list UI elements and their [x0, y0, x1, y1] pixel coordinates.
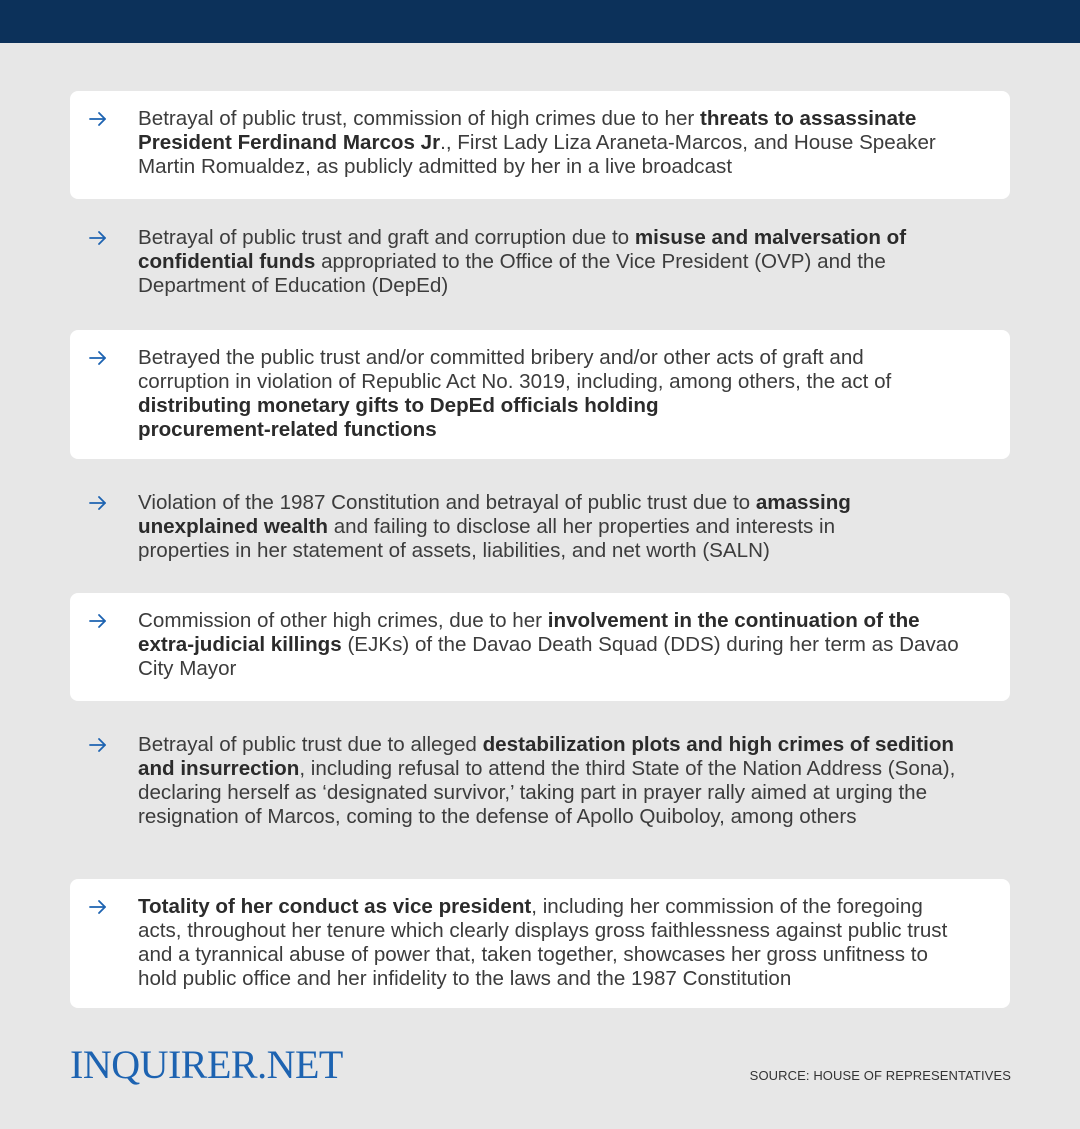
item-text-segment: Violation of the 1987 Constitution and betrayal of public trust due to — [138, 491, 756, 514]
item-text — [138, 609, 970, 681]
item-text — [138, 895, 970, 991]
item-text — [138, 226, 970, 298]
item-text-highlight: involvement in the continuation of the extra-judicial killings — [138, 609, 920, 656]
item-text-highlight: distributing monetary gifts to DepEd officials holding procurement-related functions — [138, 394, 659, 441]
arrow-right-icon — [88, 348, 108, 368]
arrow-right-icon — [88, 897, 108, 917]
list-item — [70, 459, 1010, 593]
list-item — [70, 199, 1010, 330]
item-text-segment: and failing to disclose all her properties and interests in properties in her statement of assets, liabilities, and net worth (SALN) — [138, 515, 836, 562]
list-item — [70, 701, 1010, 879]
header-bar — [0, 0, 1080, 43]
item-text-segment: Betrayed the public trust and/or committed bribery and/or other acts of graft and corruption in violation of Republic Act No. 3019, including, among others, the act of — [138, 346, 892, 393]
item-text — [138, 346, 970, 442]
item-text-highlight: misuse and malversation of confidential funds — [138, 226, 907, 273]
articles-list — [70, 91, 1010, 1008]
list-item — [70, 593, 1010, 701]
item-text-highlight: threats to assassinate President Ferdinand Marcos Jr — [138, 107, 917, 154]
item-text-segment: Betrayal of public trust and graft and corruption due to — [138, 226, 635, 249]
item-text-segment: appropriated to the Office of the Vice President (OVP) and the Department of Education (DepEd) — [138, 250, 886, 297]
item-text-segment: (EJKs) of the Davao Death Squad (DDS) during her term as Davao City Mayor — [138, 633, 959, 680]
list-item — [70, 879, 1010, 1008]
source-credit: SOURCE: HOUSE OF REPRESENTATIVES — [749, 1068, 1011, 1083]
item-text — [138, 491, 970, 563]
item-text-highlight: Totality of her conduct as vice president — [138, 895, 532, 918]
item-text-highlight: amassing unexplained wealth — [138, 491, 851, 538]
list-item — [70, 330, 1010, 459]
item-text-segment: , including refusal to attend the third State of the Nation Address (Sona), declaring herself as ‘designated survivor,’ taking part in prayer rally aimed at urging the resignation of Marcos, coming to the defense of Apollo Quiboloy, among others — [138, 757, 956, 828]
inquirer-logo: INQUIRER.NET — [70, 1042, 343, 1087]
arrow-right-icon — [88, 493, 108, 513]
list-item — [70, 91, 1010, 199]
item-text — [138, 733, 970, 829]
item-text-segment: , including her commission of the foregoing acts, throughout her tenure which clearly displays gross faithlessness against public trust and a tyrannical abuse of power that, taken together, showcases her gross unfitness to hold public office and her infidelity to the laws and the 1987 Constitution — [138, 895, 948, 990]
item-text-segment: ., First Lady Liza Araneta-Marcos, and House Speaker Martin Romualdez, as publicly admitted by her in a live broadcast — [138, 131, 936, 178]
item-text-segment: Betrayal of public trust, commission of high crimes due to her — [138, 107, 700, 130]
item-text-segment: Betrayal of public trust due to alleged — [138, 733, 483, 756]
item-text — [138, 107, 970, 179]
arrow-right-icon — [88, 228, 108, 248]
arrow-right-icon — [88, 735, 108, 755]
item-text-highlight: destabilization plots and high crimes of sedition and insurrection — [138, 733, 955, 780]
item-text-segment: Commission of other high crimes, due to her — [138, 609, 548, 632]
arrow-right-icon — [88, 611, 108, 631]
arrow-right-icon — [88, 109, 108, 129]
